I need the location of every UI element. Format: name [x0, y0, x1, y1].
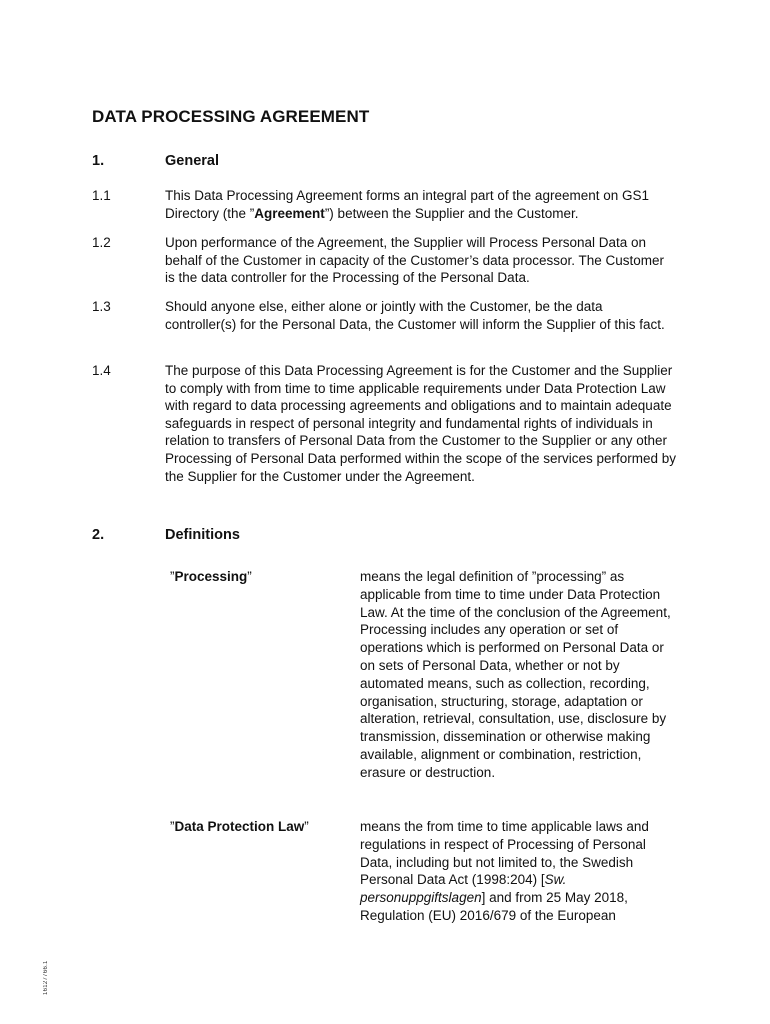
section-title: General [165, 153, 219, 169]
quote-mark: ” [170, 569, 175, 584]
clause-text: The purpose of this Data Processing Agreement is for the Customer and the Supplier to comply with from time to time applicable requirements under Data Protection Law with regard to data processing agreements and obligations and to maintain adequate safeguards in respect of personal integrity and fundamental rights of individuals in relation to transfers of Personal Data from the Customer to the Supplier or any other Processing of Personal Data performed within the scope of the services performed by the Supplier for the Customer under the Agreement. [165, 363, 677, 484]
meaning-part: means the from time to time applicable laws and regulations in respect of Processing of Personal Data, including but not limited to, the Swedish Personal Data Act (1998:204) [ [360, 819, 649, 888]
clause-number: 1.4 [92, 363, 111, 378]
quote-mark: ” [170, 819, 175, 834]
clause-number: 1.3 [92, 299, 111, 314]
clause-text-part: This Data Processing Agreement forms an integral part of the agreement on GS1 Directory (the ” [165, 188, 650, 221]
clause-number: 1.1 [92, 188, 111, 203]
meaning-part: ] and from 25 May 2018, Regulation (EU) 2016/679 of the European [360, 890, 628, 923]
definition-term [170, 568, 350, 586]
clause-text: Should anyone else, either alone or jointly with the Customer, be the data controller(s) for the Personal Data, the Customer will inform the Supplier of this fact. [165, 299, 665, 332]
quote-mark: ” [304, 819, 309, 834]
definition-term [170, 818, 350, 836]
term-label: Data Protection Law [174, 819, 305, 834]
document-title: DATA PROCESSING AGREEMENT [92, 107, 370, 126]
defined-term-agreement: Agreement [254, 205, 325, 221]
definition-meaning: means the legal definition of ”processing” as applicable from time to time under Data Protection Law. At the time of the conclusion of the Agreement, Processing includes any operation or set of operations which is performed on Personal Data or on sets of Personal Data, whether or not by automated means, such as collection, recording, organisation, structuring, storage, adaptation or alteration, retrieval, consultation, use, disclosure by transmission, dissemination or otherwise making available, alignment or combination, restriction, erasure or destruction. [360, 569, 671, 780]
clause-text [165, 187, 677, 222]
clause-text: Upon performance of the Agreement, the Supplier will Process Personal Data on behalf of the Customer in capacity of the Customer’s data processor. The Customer is the data controller for the Processing of the Personal Data. [165, 235, 664, 286]
clause-text-part: ”) between the Supplier and the Customer. [324, 205, 579, 221]
clause-number: 1.2 [92, 235, 111, 250]
quote-mark: ” [247, 569, 252, 584]
swedish-term: Sw. personuppgiftslagen [360, 872, 567, 906]
document-reference-number: 16127766.1 [43, 960, 49, 995]
term-label: Processing [174, 569, 248, 584]
section-title: Definitions [165, 527, 240, 543]
definition-meaning [360, 818, 678, 925]
section-number: 2. [92, 527, 105, 543]
section-number: 1. [92, 153, 105, 169]
